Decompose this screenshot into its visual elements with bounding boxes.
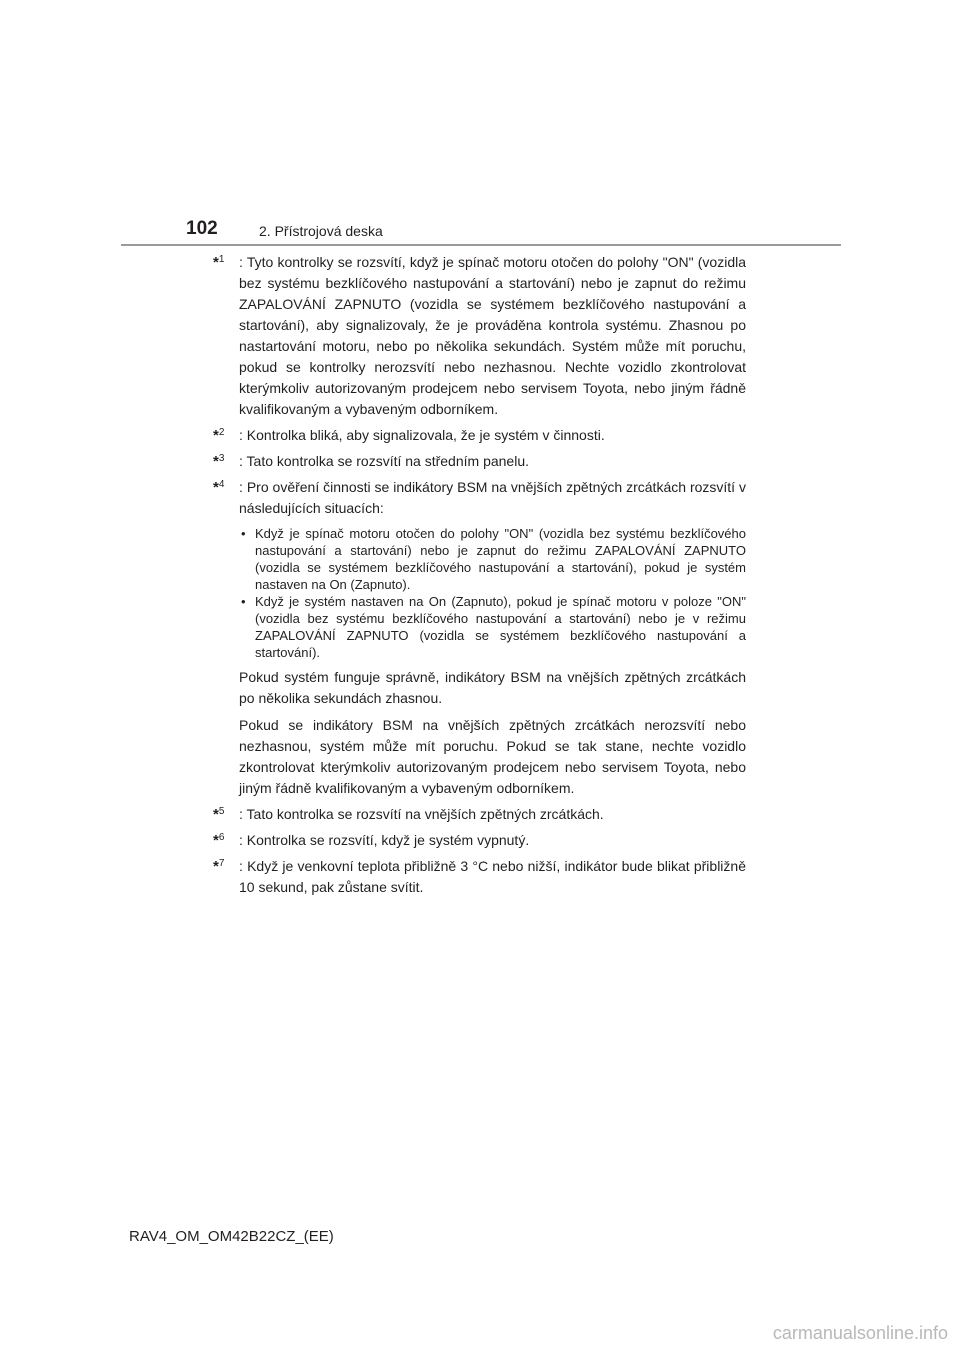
footnote-marker: *$^5$ <box>213 806 225 823</box>
footnote-text: : Tyto kontrolky se rozsvítí, když je spínač motoru otočen do polohy "ON" (vozidla bez systému bezklíčového nastupování a startování) nebo je zapnut do režimu ZAPALOVÁNÍ ZAPNUTO (vozidla se systémem bezklíčového nastupování a startování), aby signalizovaly, že je prováděna kontrola systému. Zhasnou po nastartování motoru, nebo po několika sekundách. Systém může mít poruchu, pokud se kontrolky nerozsvítí nebo nezhasnou. Nechte vozidlo zkontrolovat kterýmkoliv autorizovaným prodejcem nebo servisem Toyota, nebo jiným řádně kvalifikovaným a vybaveným odborníkem. <box>239 254 746 417</box>
footnote-text: : Tato kontrolka se rozsvítí na vnějších zpětných zrcátkách. <box>239 806 604 822</box>
footnote-1 <box>213 252 746 420</box>
bullet-text: Když je spínač motoru otočen do polohy "ON" (vozidla bez systému bezklíčového nastupování a startování) nebo je zapnut do režimu ZAPALOVÁNÍ ZAPNUTO (vozidla se systémem bezklíčového nastupování a startování), pokud je systém nastaven na On (Zapnuto). <box>255 526 746 592</box>
footnote-text: : Pro ověření činnosti se indikátory BSM na vnějších zpětných zrcátkách rozsvítí v následujících situacích: <box>239 479 746 516</box>
footnote-5 <box>213 804 746 825</box>
bullet-icon: • <box>241 594 246 609</box>
footnote-marker: *$^1$ <box>213 254 225 271</box>
footnote-text: : Tato kontrolka se rozsvítí na středním panelu. <box>239 453 530 469</box>
page-number: 102 <box>186 218 218 239</box>
footnote-3 <box>213 451 746 472</box>
footnotes-list <box>213 252 746 903</box>
bullet-text: Když je systém nastaven na On (Zapnuto), pokud je spínač motoru v poloze "ON" (vozidla bez systému bezklíčového nastupování a startování) nebo je v režimu ZAPALOVÁNÍ ZAPNUTO (vozidla se systémem bezklíčového nastupování a startování). <box>255 594 746 660</box>
footnote-2 <box>213 425 746 446</box>
footnote-text: : Kontrolka se rozsvítí, když je systém vypnutý. <box>239 832 530 848</box>
section-title: 2. Přístrojová deska <box>259 223 383 239</box>
footnote-text: : Když je venkovní teplota přibližně 3 °C nebo nižší, indikátor bude blikat přibližně 10 sekund, pak zůstane svítit. <box>239 858 746 895</box>
footnote-7 <box>213 856 746 898</box>
paragraph: Pokud se indikátory BSM na vnějších zpětných zrcátkách nerozsvítí nebo nezhasnou, systém může mít poruchu. Pokud se tak stane, nechte vozidlo zkontrolovat kterýmkoliv autorizovaným prodejcem nebo servisem Toyota, nebo jiným řádně kvalifikovaným a vybaveným odborníkem. <box>239 717 746 796</box>
header-divider <box>121 244 841 246</box>
footnote-marker: *$^4$ <box>213 479 225 496</box>
bullet-icon: • <box>241 526 246 541</box>
footnote-4 <box>213 477 746 799</box>
list-item <box>239 525 746 593</box>
footnote-text: : Kontrolka bliká, aby signalizovala, že je systém v činnosti. <box>239 427 605 443</box>
footnote-marker: *$^2$ <box>213 427 225 444</box>
watermark: carmanualsonline.info <box>772 1323 948 1343</box>
document-code: RAV4_OM_OM42B22CZ_(EE) <box>129 1228 334 1245</box>
footnote-marker: *$^3$ <box>213 453 225 470</box>
footnote-6 <box>213 830 746 851</box>
list-item <box>239 593 746 661</box>
footnote-marker: *$^6$ <box>213 832 225 849</box>
paragraph: Pokud systém funguje správně, indikátory BSM na vnějších zpětných zrcátkách po několika sekundách zhasnou. <box>239 669 746 706</box>
bullet-list <box>239 525 746 661</box>
footnote-marker: *$^7$ <box>213 858 225 875</box>
